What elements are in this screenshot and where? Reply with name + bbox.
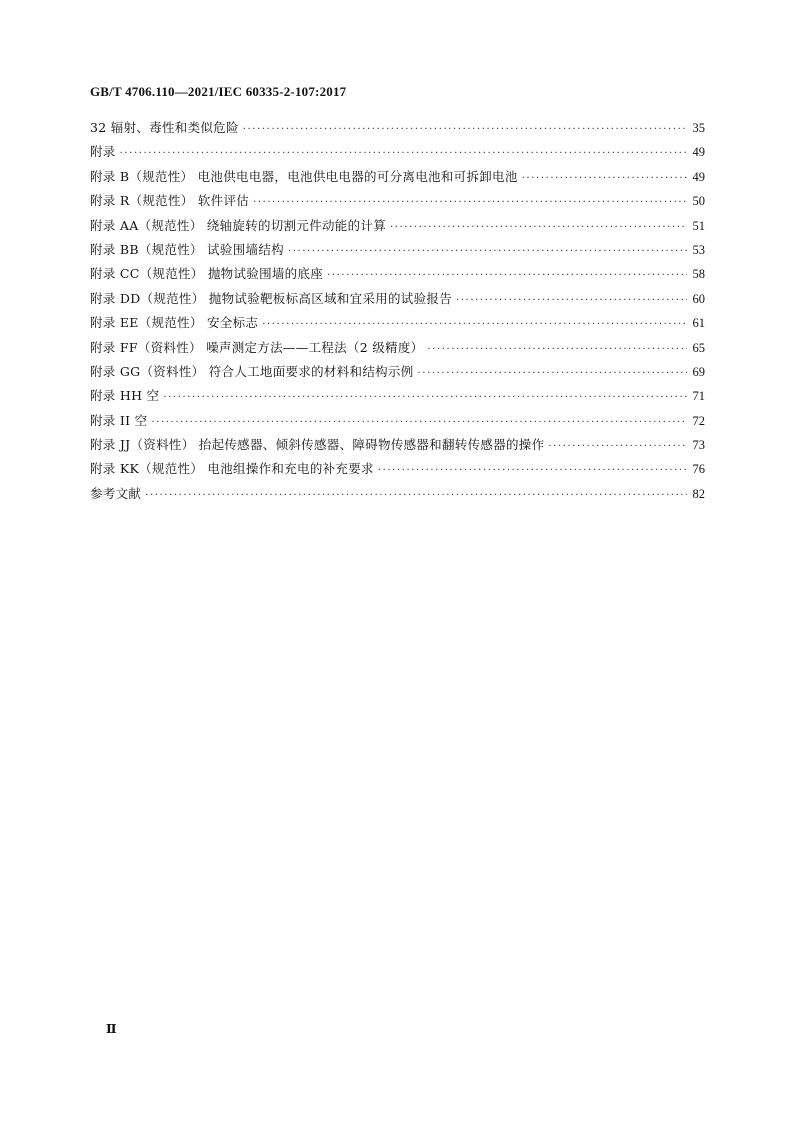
toc-leader-dots <box>243 124 687 135</box>
toc-entry-page: 58 <box>692 267 705 282</box>
toc-entry-title: 附录 DD（规范性） 抛物试验靶板标高区域和宜采用的试验报告 <box>90 290 452 306</box>
toc-entry-page: 69 <box>692 364 705 379</box>
toc-entry-title: 附录 CC（规范性） 抛物试验围墙的底座 <box>90 266 324 282</box>
toc-entry-title: 附录 JJ（资料性） 抬起传感器、倾斜传感器、障碍物传感器和翻转传感器的操作 <box>90 437 545 453</box>
toc-entry[interactable] <box>90 386 705 410</box>
toc-entry-title: 附录 II 空 <box>90 412 148 428</box>
toc-leader-dots <box>427 344 686 355</box>
toc-entry[interactable] <box>90 289 705 313</box>
toc-entry-title: 附录 B（规范性） 电池供电电器，电池供电电器的可分离电池和可拆卸电池 <box>90 168 518 184</box>
toc-entry-page: 61 <box>692 316 705 331</box>
toc-entry-page: 72 <box>692 413 705 428</box>
toc-entry-page: 50 <box>692 194 705 209</box>
toc-leader-dots <box>145 490 686 501</box>
toc-leader-dots <box>390 222 686 233</box>
table-of-contents <box>90 118 705 508</box>
toc-entry[interactable] <box>90 338 705 362</box>
toc-entry-title: 32 辐射、毒性和类似危险 <box>90 120 239 135</box>
toc-entry-title: 附录 <box>90 144 116 160</box>
toc-entry[interactable] <box>90 264 705 288</box>
toc-leader-dots <box>378 465 687 476</box>
toc-entry[interactable] <box>90 313 705 337</box>
toc-entry[interactable] <box>90 167 705 191</box>
toc-entry[interactable] <box>90 362 705 386</box>
toc-entry-page: 71 <box>692 389 705 404</box>
toc-leader-dots <box>522 173 687 184</box>
toc-entry-page: 76 <box>692 462 705 477</box>
toc-entry-title: 附录 FF（资料性） 噪声测定方法——工程法（2 级精度） <box>90 339 424 355</box>
toc-entry-page: 51 <box>692 218 705 233</box>
toc-entry[interactable] <box>90 459 705 483</box>
toc-entry-title: 附录 GG（资料性） 符合人工地面要求的材料和结构示例 <box>90 363 414 379</box>
toc-entry-page: 53 <box>692 242 705 257</box>
toc-entry-title: 附录 AA（规范性） 绕轴旋转的切割元件动能的计算 <box>90 217 387 233</box>
toc-entry[interactable] <box>90 142 705 166</box>
toc-entry-title: 附录 KK（规范性） 电池组操作和充电的补充要求 <box>90 461 374 477</box>
toc-entry-title: 参考文献 <box>90 485 142 501</box>
toc-leader-dots <box>288 246 687 257</box>
toc-entry[interactable] <box>90 411 705 435</box>
toc-entry-title: 附录 EE（规范性） 安全标志 <box>90 315 259 331</box>
toc-entry-page: 49 <box>692 145 705 160</box>
toc-leader-dots <box>418 368 687 379</box>
toc-entry[interactable] <box>90 240 705 264</box>
toc-leader-dots <box>456 295 687 306</box>
toc-entry-page: 49 <box>692 169 705 184</box>
toc-entry[interactable] <box>90 216 705 240</box>
toc-entry[interactable] <box>90 118 705 142</box>
toc-entry[interactable] <box>90 191 705 215</box>
toc-leader-dots <box>262 319 686 330</box>
toc-leader-dots <box>253 197 686 208</box>
toc-entry-page: 65 <box>692 340 705 355</box>
toc-entry[interactable] <box>90 484 705 508</box>
toc-leader-dots <box>163 392 686 403</box>
toc-entry-title: 附录 BB（规范性） 试验围墙结构 <box>90 241 284 257</box>
toc-leader-dots <box>548 441 686 452</box>
standard-header: GB/T 4706.110—2021/IEC 60335-2-107:2017 <box>90 84 347 99</box>
toc-entry-page: 60 <box>692 291 705 306</box>
toc-leader-dots <box>327 270 686 281</box>
toc-entry-title: 附录 R（规范性） 软件评估 <box>90 193 250 209</box>
toc-leader-dots <box>151 417 686 428</box>
toc-entry-page: 82 <box>692 486 705 501</box>
toc-entry-page: 73 <box>692 438 705 453</box>
toc-entry[interactable] <box>90 435 705 459</box>
toc-leader-dots <box>120 148 687 159</box>
toc-entry-page: 35 <box>692 121 705 135</box>
page-number: Ⅱ <box>106 1022 117 1036</box>
toc-entry-title: 附录 HH 空 <box>90 388 160 404</box>
